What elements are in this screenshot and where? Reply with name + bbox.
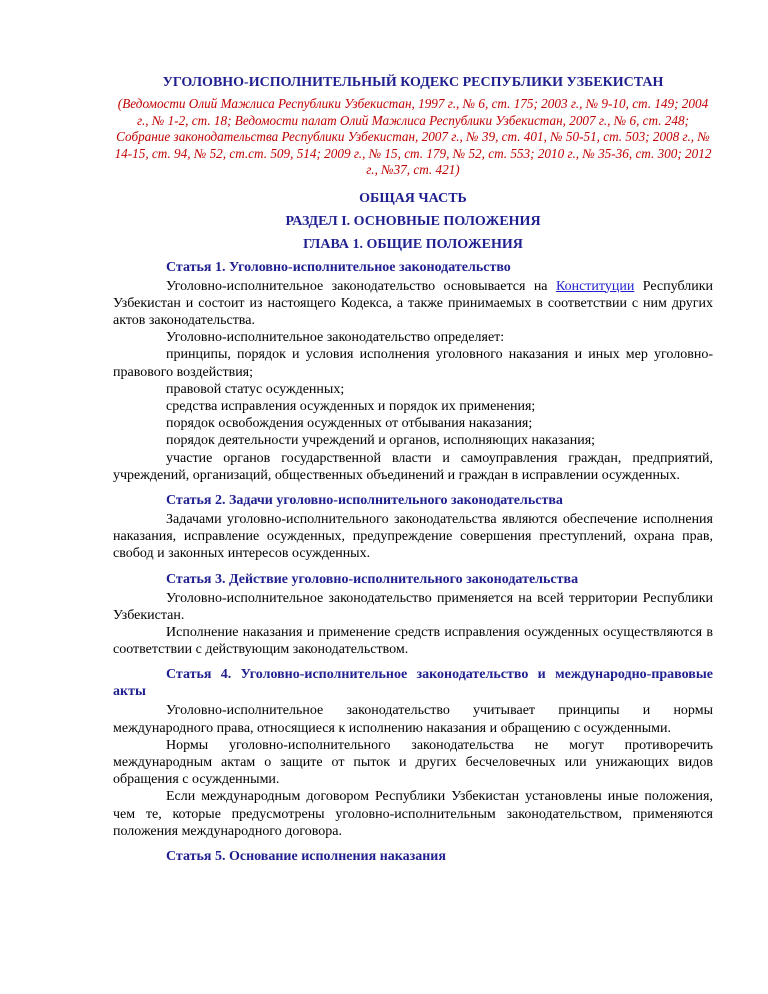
chapter-heading: ГЛАВА 1. ОБЩИЕ ПОЛОЖЕНИЯ <box>303 236 523 252</box>
article-4-heading: Статья 4. Уголовно-исполнительное законодательство и международно-правовые акты <box>113 667 713 700</box>
article-1-paragraph-5: средства исправления осужденных и порядок их применения; <box>166 398 536 414</box>
article-3-heading: Статья 3. Действие уголовно-исполнительного законодательства <box>166 571 579 587</box>
article-1-heading: Статья 1. Уголовно-исполнительное законодательство <box>166 259 511 275</box>
publication-sources: (Ведомости Олий Мажлиса Республики Узбекистан, 1997 г., № 6, ст. 175; 2003 г., № 9-10, ст. 149; 2004 г., № 1-2, ст. 18; Ведомости палат Олий Мажлиса Республики Узбекистан, 2007 г., № 6, ст. 248; Собрание законодательства Республики Узбекистан, 2007 г., № 39, ст. 401, № 50-51, ст. 503; 2008 г., № 14-15, ст. 94, № 52, ст.ст. 509, 514; 2009 г., № 15, ст. 179, № 52, ст. 553; 2010 г., № 35-36, ст. 300; 2012 г., №37, ст. 421) <box>114 96 712 177</box>
article-2-paragraph-1: Задачами уголовно-исполнительного законодательства являются обеспечение исполнения наказания, исправление осужденных, предупреждение совершения преступлений, охрана прав, свобод и законных интересов осужденных. <box>113 511 713 562</box>
article-4-paragraph-1: Уголовно-исполнительное законодательство учитывает принципы и нормы международного права, относящиеся к исполнению наказания и обращению с осужденными. <box>113 703 713 736</box>
article-4-paragraph-2: Нормы уголовно-исполнительного законодательства не могут противоречить международным актам о защите от пыток и других бесчеловечных или унижающих видов обращения с осужденными. <box>113 737 713 788</box>
article-1-paragraph-3: принципы, порядок и условия исполнения уголовного наказания и иных мер уголовно-правового воздействия; <box>113 347 713 380</box>
part-heading: ОБЩАЯ ЧАСТЬ <box>359 190 467 206</box>
section-heading: РАЗДЕЛ I. ОСНОВНЫЕ ПОЛОЖЕНИЯ <box>285 213 541 229</box>
article-5-heading: Статья 5. Основание исполнения наказания <box>166 848 446 864</box>
article-3-paragraph-2: Исполнение наказания и применение средств исправления осужденных осуществляются в соответствии с действующим законодательством. <box>113 624 713 658</box>
article-1-p1-text-after: Республики Узбекистан и состоит из настоящего Кодекса, а также принимаемых в соответствии с ним других актов законодательства. <box>113 278 713 328</box>
document-title: УГОЛОВНО-ИСПОЛНИТЕЛЬНЫЙ КОДЕКС РЕСПУБЛИКИ УЗБЕКИСТАН <box>162 75 664 90</box>
article-4-paragraph-3: Если международным договором Республики Узбекистан установлены иные положения, чем те, которые предусмотрены уголовно-исполнительным законодательством, применяются положения международного договора. <box>113 789 713 839</box>
article-1-paragraph-6: порядок освобождения осужденных от отбывания наказания; <box>166 416 533 432</box>
article-1-p1-text-before: Уголовно-исполнительное законодательство основывается на <box>166 278 556 294</box>
constitution-link[interactable]: Конституции <box>555 278 635 294</box>
article-1-paragraph-1 <box>113 278 713 330</box>
article-2-heading: Статья 2. Задачи уголовно-исполнительного законодательства <box>166 492 563 508</box>
document-body <box>113 74 713 867</box>
article-3-paragraph-1: Уголовно-исполнительное законодательство применяется на всей территории Республики Узбекистан. <box>113 590 713 623</box>
article-1-paragraph-7: порядок деятельности учреждений и органов, исполняющих наказания; <box>166 433 596 449</box>
article-1-paragraph-4: правовой статус осужденных; <box>166 381 345 397</box>
article-1-paragraph-8: участие органов государственной власти и самоуправления граждан, предприятий, учреждений, организаций, общественных объединений и граждан в исправлении осужденных. <box>113 450 713 483</box>
article-1-paragraph-2: Уголовно-исполнительное законодательство определяет: <box>166 330 505 346</box>
